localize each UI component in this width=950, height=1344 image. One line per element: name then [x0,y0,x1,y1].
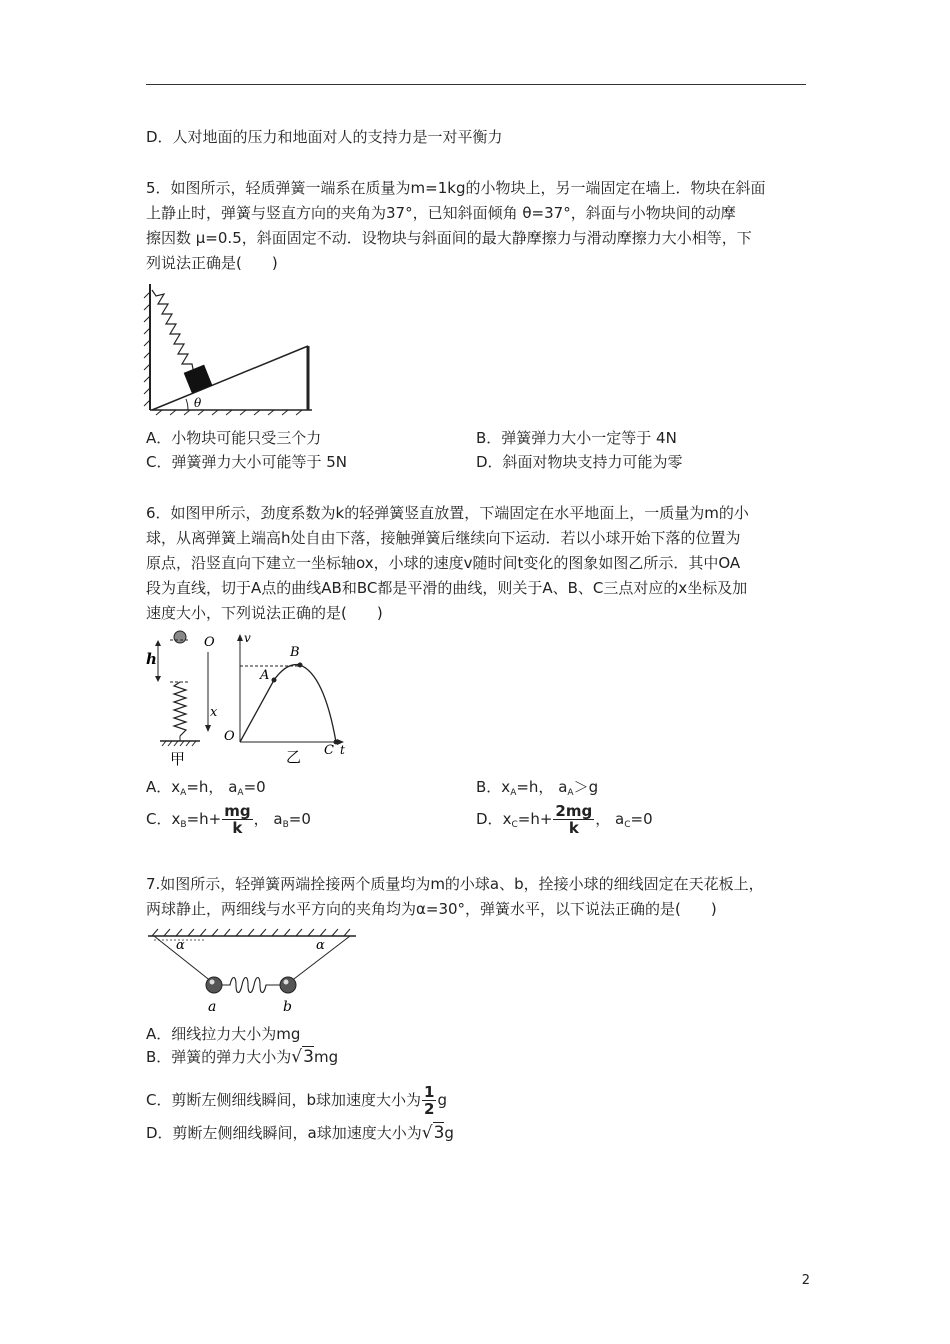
q6-stem-line-5: 速度大小，下列说法正确的是( ) [146,604,383,622]
q6-option-a: A．$x_A=h$， $a_A=0$ [146,778,266,798]
yi-caption: 乙 [286,748,302,766]
t-label: t [340,743,345,757]
fraction: $\frac{mg}{k}$ [224,802,251,837]
alpha-right: α [316,938,325,953]
q5-option-b: B．弹簧弹力大小一定等于 4N [476,429,677,447]
header-rule [146,84,806,85]
q5-option-c: C．弹簧弹力大小可能等于 5N [146,453,348,471]
vertical-spring [174,682,186,736]
q5-figure [142,282,322,416]
spring [152,290,194,374]
ball-a [206,977,222,993]
q6-option-b: B．$x_A=h$， $a_A>g$ [476,778,599,798]
b-label: B [290,645,300,660]
alpha-left: α [176,938,185,953]
point-a [272,678,277,683]
q5-stem-line-4: 列说法正确是( ) [146,254,278,272]
h-label: h [146,650,157,668]
theta-label: θ [194,396,202,410]
fraction: $\frac{2mg}{k}$ [555,802,593,837]
q6-figure-jia [146,628,226,770]
q6-stem-line-1: 6．如图甲所示，劲度系数为k的轻弹簧竖直放置，下端固定在水平地面上，一质量为m的小 [146,504,749,522]
q6-option-c: C．$x_B=h+$ $\frac{mg}{k}$ ， $a_B=0$ [146,802,311,837]
q6-stem-line-2: 球，从离弹簧上端高h处自由下落，接触弹簧后继续向下运动．若以小球开始下落的位置为 [146,529,741,547]
q7-stem-line-2: 两球静止，两细线与水平方向的夹角均为α=30°，弹簧水平，以下说法正确的是( ) [146,900,717,918]
q7-option-a: A．细线拉力大小为mg [146,1025,301,1043]
q5-stem-line-2: 上静止时，弹簧与竖直方向的夹角为37°，已知斜面倾角 θ=37°，斜面与小物块间的动摩 [146,204,736,222]
c-label: C [324,743,334,758]
jia-caption: 甲 [170,750,186,768]
sqrt: √3 [421,1123,445,1143]
label-b: b [283,999,292,1015]
ball [174,631,186,643]
q5-option-a: A．小物块可能只受三个力 [146,429,322,447]
q6-stem-line-4: 段为直线，切于A点的曲线AB和BC都是平滑的曲线，则关于A、B、C三点对应的x坐标及加 [146,579,748,597]
sqrt: √3 [291,1047,314,1067]
x-label: x [210,705,218,720]
page-number: 2 [801,1273,810,1288]
q6-stem-line-3: 原点，沿竖直向下建立一坐标轴ox，小球的速度v随时间t变化的图象如图乙所示．其中OA [146,554,741,572]
point-c [334,740,339,745]
q5-option-d: D．斜面对物块支持力可能为零 [476,453,683,471]
block [184,365,213,394]
q5-stem-line-3: 擦因数 μ=0.5，斜面固定不动．设物块与斜面间的最大静摩擦力与滑动摩擦力大小相等，下 [146,229,752,247]
incline [152,346,308,410]
q5-stem-line-1: 5．如图所示，轻质弹簧一端系在质量为m=1kg的小物块上，另一端固定在墙上．物块在斜面 [146,179,766,197]
label-a: a [208,999,217,1015]
q6-option-d: D．$x_C=h+$ $\frac{2mg}{k}$ ， $a_C=0$ [476,802,653,837]
point-b [298,663,303,668]
a-label: A [260,668,270,683]
q7-figure [146,926,358,1018]
q4-option-d: D．人对地面的压力和地面对人的支持力是一对平衡力 [146,128,503,146]
origin-label: O [204,635,215,650]
q6-figure-yi [224,628,350,770]
q7-option-d: D．剪断左侧细线瞬间，a球加速度大小为√3g [146,1123,454,1143]
origin-label: O [224,729,235,744]
q7-option-b: B．弹簧的弹力大小为√3mg [146,1047,339,1067]
q7-option-c: C．剪断左侧细线瞬间，b球加速度大小为 $\frac{1}{2}$ g [146,1083,447,1118]
horizontal-spring [222,978,280,993]
fraction: $\frac{1}{2}$ [424,1083,435,1118]
q7-stem-line-1: 7.如图所示，轻弹簧两端拴接两个质量均为m的小球a、b，拴接小球的细线固定在天花板上， [146,875,764,893]
v-label: v [244,631,251,645]
ball-b [280,977,296,993]
v-t-curve [240,665,336,742]
